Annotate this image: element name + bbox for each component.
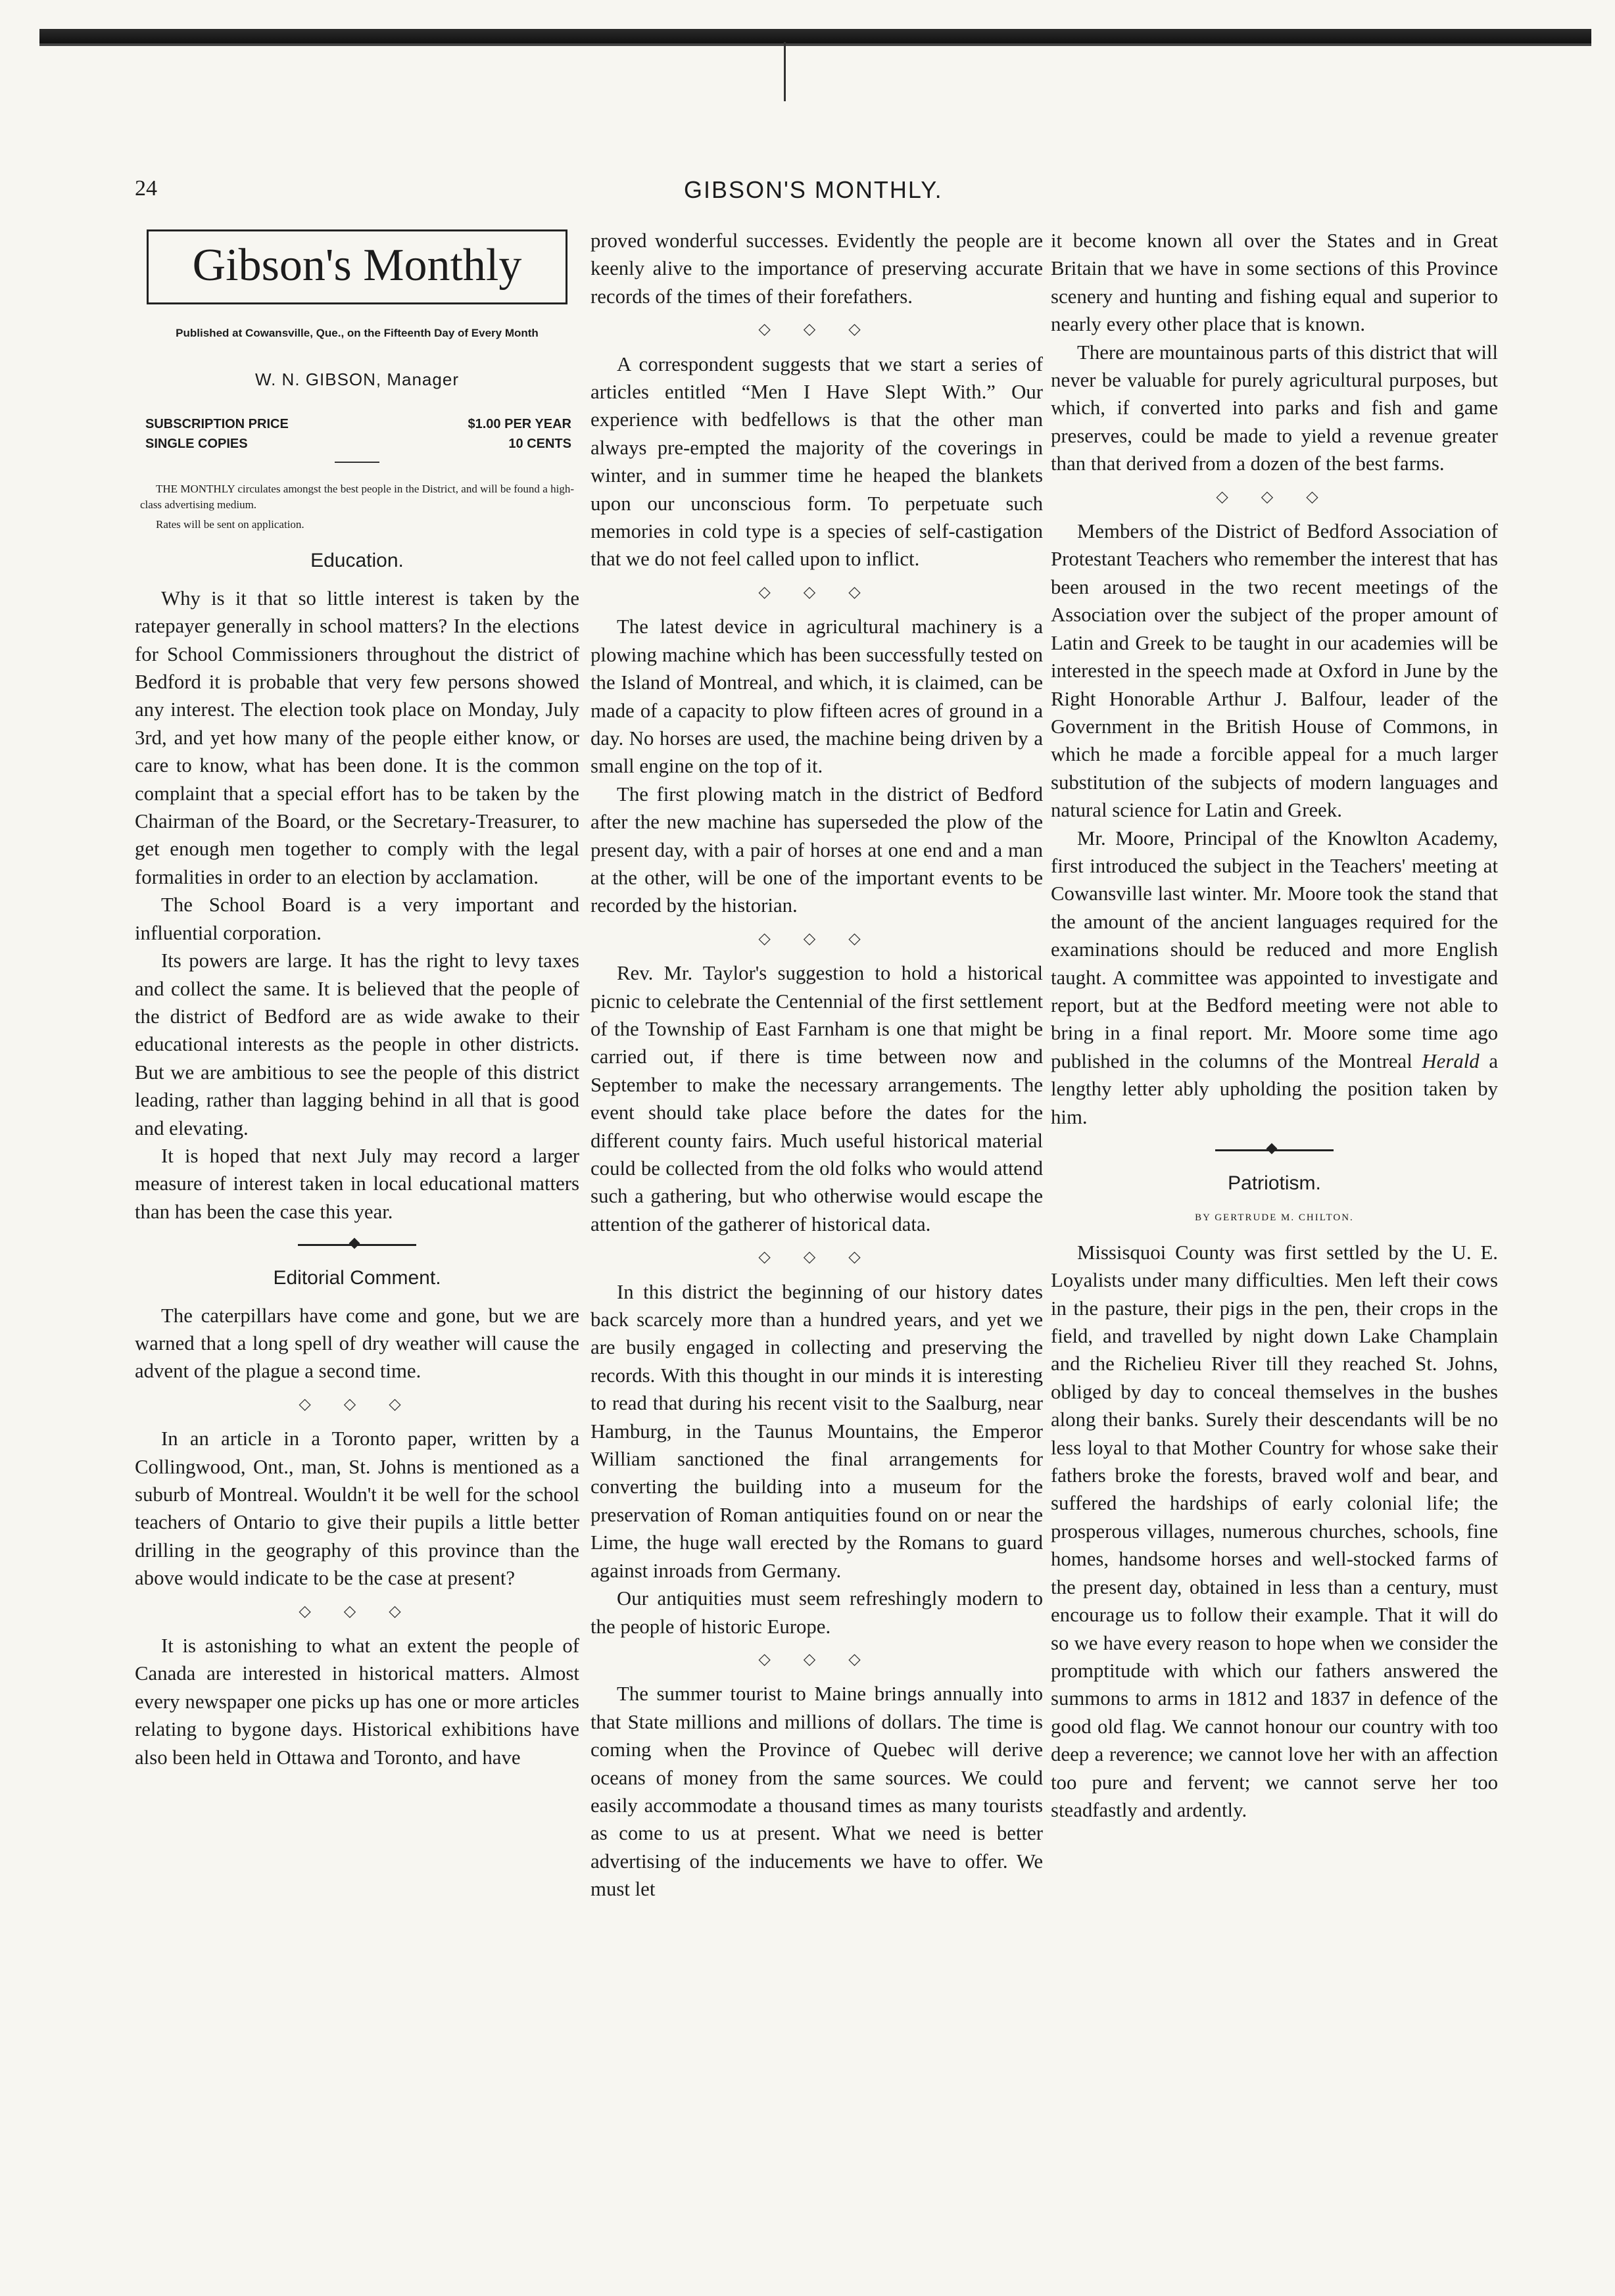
moore-text-a: Mr. Moore, Principal of the Knowlton Academy, first introduced the subject in the Teachers' meeting at Cowansville last winter. Mr. Moore took the stand that the amount of the ancient languages required for the examinations should be reduced and more English taught. A committee was appointed to investigate and report, but at the Bedford meeting were not able to bring in a final report. Mr. Moore some time ago published in the columns of the Montreal bbox=[1051, 826, 1498, 1072]
editorial-historical-matters: It is astonishing to what an extent the people of Canada are interested in historical matters. Almost every newspaper one picks up has one or more articles relating to bygone days. Historical exhibitions have also been held in Ottawa and Toronto, and have bbox=[135, 1635, 579, 1769]
patriotism-heading: Patriotism. bbox=[1228, 1172, 1321, 1194]
running-head: GIBSON'S MONTHLY. bbox=[684, 176, 943, 203]
education-paragraph: It is hoped that next July may record a larger measure of interest taken in local educational matters than has been the case this year. bbox=[135, 1144, 579, 1223]
ornament-divider: ◇ ◇ ◇ bbox=[758, 1249, 875, 1266]
editorial-caterpillars: The caterpillars have come and gone, but we are warned that a long spell of dry weather will cause the advent of the plague a second time. bbox=[135, 1304, 579, 1383]
ornament-divider: ◇ ◇ ◇ bbox=[758, 321, 875, 339]
editorial-toronto-paper: In an article in a Toronto paper, written by a Collingwood, Ont., man, St. Johns is mentioned as a suburb of Montreal. Wouldn't it be well for the school teachers of Ontario to give their pupils a little better drilling in the geography of this province than the above would indicate to be the case at present? bbox=[135, 1427, 579, 1590]
single-copies-value: 10 CENTS bbox=[508, 437, 571, 452]
ornament-divider: ◇ ◇ ◇ bbox=[758, 1650, 875, 1668]
editorial-teachers: Members of the District of Bedford Association of Protestant Teachers who remember the interest that has been aroused in the two recent meetings of the Association over the subject of the proper amount of Latin and Greek to be taught in our academies will be interested in the speech made at Oxford in June by the Right Honorable Arthur J. Balfour, leader of the Government in the British House of Commons, in which he made a forcible appeal for a much larger substitution of the subjects of modern languages and natural science for Latin and Greek. bbox=[1051, 520, 1498, 822]
circulation-note: THE MONTHLY circulates amongst the best people in the District, and will be found a high-class advertising medium. bbox=[140, 483, 574, 512]
masthead-title: Gibson's Monthly bbox=[192, 240, 522, 291]
editorial-heading: Editorial Comment. bbox=[273, 1267, 441, 1289]
column-2 bbox=[591, 227, 1043, 1903]
herald-italic: Herald bbox=[1422, 1049, 1480, 1072]
ornament-divider: ◇ ◇ ◇ bbox=[299, 1602, 416, 1620]
editorial-mountainous: There are mountainous parts of this district that will never be valuable for purely agricultural purposes, but which, if converted into parks and fish and game preserves, could be made to yield a revenue greater than that derived from a dozen of the best farms. bbox=[1051, 341, 1498, 475]
small-rule bbox=[335, 462, 379, 463]
top-rule-stub bbox=[784, 42, 786, 101]
editorial-tourist: The summer tourist to Maine brings annually into that State millions and millions of dollars. The time is coming when the Province of Quebec will derive oceans of money from the same sources. We could easily accommodate a thousand times as many tourists as come to us at present. What we need is better advertising of the inducements we have to offer. We must let bbox=[591, 1683, 1043, 1901]
education-paragraph: Why is it that so little interest is taken by the ratepayer generally in school matters? In the elections for School Commissioners throughout the district of Bedford it is probable that very few persons showed any interest. The election took place on Monday, July 3rd, and yet how many of the people either know, or care to know, what has been done. It is the common complaint that a special effort has to be taken by the Chairman of the Board, or the Secretary-Treasurer, to get enough men together to comply with the legal formalities in order to an election by acclamation. bbox=[135, 586, 579, 888]
editorial-picnic: Rev. Mr. Taylor's suggestion to hold a historical picnic to celebrate the Centennial of the first settlement of the Township of East Farnham is one that might be carried out, if there is time between now and September to make the necessary arrangements. The event should take place before the dates for the different county fairs. Much useful historical material could be collected from the old folks who would attend such a gathering, but who otherwise would escape the attention of the gatherer of historical data. bbox=[591, 962, 1043, 1235]
single-copies-row bbox=[135, 434, 579, 454]
ornament-divider: ◇ ◇ ◇ bbox=[758, 930, 875, 947]
moore-text-b: a lengthy letter ably upholding the position taken by him. bbox=[1051, 1049, 1498, 1128]
ornament-divider: ◇ ◇ ◇ bbox=[1216, 488, 1333, 506]
single-copies-label: SINGLE COPIES bbox=[145, 437, 248, 452]
top-border-rule bbox=[39, 29, 1591, 43]
rates-note: Rates will be sent on application. bbox=[156, 518, 304, 531]
column-3 bbox=[1051, 227, 1498, 1829]
ornament-divider: ◇ ◇ ◇ bbox=[299, 1395, 416, 1413]
publication-line: Published at Cowansville, Que., on the Fifteenth Day of Every Month bbox=[176, 327, 539, 339]
education-paragraph: The School Board is a very important and influential corporation. bbox=[135, 894, 579, 944]
education-paragraph: Its powers are large. It has the right to levy taxes and collect the same. It is believed that the people of the district of Bedford are as wide awake to their educational interests as the people in other districts. But we are ambitious to see the people of this district leading, rather than lagging behind in all that is good and elevating. bbox=[135, 949, 579, 1139]
column-1 bbox=[135, 227, 579, 1771]
masthead-box bbox=[147, 229, 567, 304]
subscription-label: SUBSCRIPTION PRICE bbox=[145, 417, 289, 432]
editorial-plowing-match: The first plowing match in the district of Bedford after the new machine has superseded the plow of the present day, with a pair of horses at one end and a man at the other, will be one of the important events to be recorded by the historian. bbox=[591, 782, 1043, 917]
editorial-historical-matters-cont: proved wonderful successes. Evidently the people are keenly alive to the importance of preserving accurate records of the times of their forefathers. bbox=[591, 229, 1043, 308]
subscription-value: $1.00 PER YEAR bbox=[468, 417, 571, 432]
manager-line: W. N. GIBSON, Manager bbox=[255, 370, 459, 389]
subscription-price-row bbox=[135, 414, 579, 434]
editorial-plowing-machine: The latest device in agricultural machinery is a plowing machine which has been successfully tested on the Island of Montreal, and which, it is claimed, can be made of a capacity to plow fifteen acres of ground in a day. No horses are used, the machine being driven by a small engine on the top of it. bbox=[591, 615, 1043, 778]
editorial-antiquities: Our antiquities must seem refreshingly modern to the people of historic Europe. bbox=[591, 1587, 1043, 1638]
editorial-moore bbox=[1051, 825, 1498, 1131]
editorial-saalburg: In this district the beginning of our history dates back scarcely more than a hundred years, and yet we are busily engaged in collecting and preserving the records. With this thought in our minds it is interesting to read that during his recent visit to the Saalburg, near Hamburg, in the Taunus Mountains, the Emperor William sanctioned the final arrangements for converting the building into a museum for the preservation of Roman antiquities found on or near the Lime, the huge wall erected by the Romans to guard against inroads from Germany. bbox=[591, 1280, 1043, 1582]
section-divider bbox=[1215, 1149, 1334, 1151]
education-heading: Education. bbox=[310, 550, 404, 572]
patriotism-byline: BY GERTRUDE M. CHILTON. bbox=[1195, 1212, 1354, 1224]
section-divider bbox=[298, 1244, 416, 1246]
editorial-tourist-cont: it become known all over the States and in Great Britain that we have in some sections of this Province scenery and hunting and fishing equal and superior to nearly every other place that is known. bbox=[1051, 229, 1498, 336]
page-number: 24 bbox=[135, 176, 157, 201]
ornament-divider: ◇ ◇ ◇ bbox=[758, 583, 875, 601]
patriotism-text: Missisquoi County was first settled by the U. E. Loyalists under many difficulties. Men left their cows in the pasture, their pigs in the pen, their crops in the field, and travelled by night down Lake Champlain and the Richelieu River till they reached St. Johns, obliged by day to conceal themselves in the bushes along their banks. Surely their descendants will be no less loyal to that Mother Country for whose sake their fathers broke the forests, braved wolf and bear, and suffered the hardships of early colonial life; the prosperous villages, numerous churches, schools, fine homes, handsome horses and well-stocked farms of the present day, obtained in less than a century, must encourage us to follow their example. That it will do so we have every reason to hope when we consider the promptitude with which our fathers answered the summons to arms in 1812 and 1837 in defence of the good old flag. We cannot honour our country with too deep a reverence; we cannot love her with an affection too pure and fervent; we cannot serve her too steadfastly and ardently. bbox=[1051, 1241, 1498, 1821]
editorial-bedfellows: A correspondent suggests that we start a series of articles entitled “Men I Have Slept With.” Our experience with bedfellows is that the other man always pre-empted the majority of the coverings in winter, and in summer time he heaped the blankets upon our unconscious form. To perpetuate such memories in cold type is a species of self-castigation that we do not feel called upon to inflict. bbox=[591, 352, 1043, 571]
